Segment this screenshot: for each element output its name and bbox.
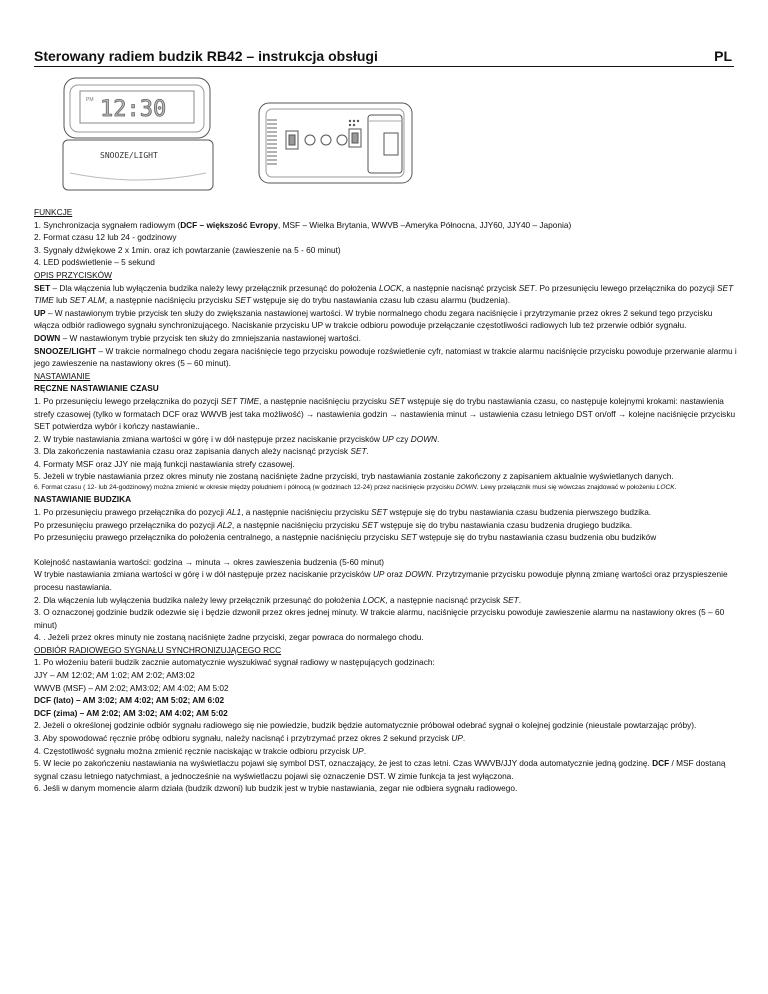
funkcje-item-3: 3. Sygnały dźwiękowe 2 x 1min. oraz ich powtarzanie (zawieszenie na 5 - 60 minut) xyxy=(34,244,341,255)
odbior-item-5: 5. W lecie po zakończeniu nastawiania na wyświetlaczu pojawi się symbol DST, oznaczający, że jest to czas letni. Czas WWVB/JJY doda automatycznie jedną godzinę. DCF / MSF dostaną sygnal czasu letniego natychmiast, a jednocześnie na wyświetlaczu pojawi się oznaczenie DST. W zimie funkcja ta jest wyłączona. xyxy=(34,758,726,781)
heading-funkcje: FUNKCJE xyxy=(34,207,73,217)
nast-item-5: 5. Jeżeli w trybie nastawiania przez okres minuty nie zostaną naciśnięte żadne przyciski, tryb nastawiania zostanie zakończony z zapisaniem aktualnie wyświetlanych danych. xyxy=(34,471,674,482)
page-header xyxy=(34,44,734,67)
budzik-item-2: 2. Dla włączenia lub wyłączenia budzika należy lewy przełącznik przesunąć do położenia LOCK, a następnie nacisnąć przycisk SET. xyxy=(34,594,522,605)
product-illustrations xyxy=(0,75,768,205)
odbior-item-4: 4. Częstotliwość sygnału można zmienić ręcznie naciskając w trakcie odbioru przycisk UP. xyxy=(34,745,367,756)
language-code: PL xyxy=(714,48,732,64)
nast-item-3: 3. Dla zakończenia nastawiania czasu oraz zapisania danych ależy nacisnąć przycisk SET. xyxy=(34,446,369,457)
odbior-dcf-zima: DCF (zima) – AM 2:02; AM 3:02; AM 4:02; AM 5:02 xyxy=(34,707,228,718)
display-digits: 12:30 xyxy=(100,97,167,122)
odbior-item-3: 3. Aby spowodować ręcznie próbę odbioru sygnału, należy nacisnąć i przytrzymać przez okres 2 sekund przycisk UP. xyxy=(34,733,466,744)
budzik-change: W trybie nastawiania zmiana wartości w górę i w dół następuje przez naciskanie przycisków UP oraz DOWN. Przytrzymanie przycisku powoduje płynną zmianę wartości oraz przyspieszenie procesu nastawiania. xyxy=(34,569,728,592)
heading-budzik: NASTAWIANIE BUDZIKA xyxy=(34,494,132,505)
arrow-icon: → xyxy=(389,408,398,419)
svg-text:PM: PM xyxy=(86,97,94,103)
heading-opis: OPIS PRZYCISKÓW xyxy=(34,269,112,280)
arrow-icon: → xyxy=(184,556,194,567)
arrow-icon: → xyxy=(468,408,478,419)
funkcje-item-4: 4. LED podświetlenie – 5 sekund xyxy=(34,257,155,268)
odbior-item-1: 1. Po włożeniu baterii budzik zacznie automatycznie wyszukiwać sygnał radiowy w następujących godzinach: xyxy=(34,657,435,668)
nast-item-2: 2. W trybie nastawiania zmiana wartości w górę i w dół następuje przez naciskanie przycisków UP czy DOWN. xyxy=(34,433,440,444)
manual-content xyxy=(34,206,738,795)
opis-up: UP – W nastawionym trybie przycisk ten służy do zwiększania nastawionej wartości. W trybie normalnego chodu zegara naciśnięcie i przytrzymanie przez okres 2 sekund tego przycisku włącza odbiór radiowego sygnału synchronizującego. Naciskanie przycisku UP w trakcie odbioru powoduje przełączanie częstotliwości radiowych lub też przerwie odbiór sygnału. xyxy=(34,307,713,331)
odbior-item-2: 2. Jeżeli o określonej godzinie odbiór sygnału radiowego się nie powiedzie, budzik będzie automatycznie próbował odebrać sygnał o kolejnej godzinie (nieustale powtarzając próby). xyxy=(34,720,697,731)
funkcje-item-1: 1. Synchronizacja sygnałem radiowym (DCF – większość Evropy, MSF – Wielka Brytania, WWVB –Ameryka Północna, JJY60, JJY40 – Japonia) xyxy=(34,219,572,230)
arrow-icon: → xyxy=(617,408,627,419)
budzik-item-both: Po przesunięciu prawego przełącznika do położenia centralnego, a następnie naciśnięciu przycisku SET wstępuje się do trybu nastawiania czasu budzenia obu budzików xyxy=(34,532,657,543)
nast-item-6: 6. Format czasu ( 12- lub 24-godzinowy) można zmienić w okresie między południem i północą (w godzinach 12-24) przez naciśnięcie przycisku DOWN. Lewy przełącznik musi się wówczas znajdować w położeniu LOCK. xyxy=(34,484,677,492)
odbior-dcf-lato: DCF (lato) – AM 3:02; AM 4:02; AM 5:02; AM 6:02 xyxy=(34,695,225,706)
subheading-reczne: RĘCZNE NASTAWIANIE CZASU xyxy=(34,383,159,394)
odbior-wwvb: WWVB (MSF) – AM 2:02; AM3:02; AM 4:02; AM 5:02 xyxy=(34,682,229,693)
opis-snooze: SNOOZE/LIGHT – W trakcie normalnego chodu zegara naciśnięcie tego przycisku powoduje rozświetlenie cyfr, natomiast w trakcie alarmu naciśnięcie przycisku powoduje przerwanie alarmu i jego zawieszenie na nastawiony okres (5 – 60 minut). xyxy=(34,345,737,369)
budzik-item-4: 4. . Jeżeli przez okres minuty nie zostaną naciśnięte żadne przyciski, zegar powraca do normalego chodu. xyxy=(34,632,424,643)
arrow-icon: → xyxy=(222,556,231,567)
budzik-item-3: 3. O oznaczonej godzinie budzik odezwie się i będzie dzwonił przez okres jednej minuty. W trakcie alarmu, naciśnięcie przycisku powoduje zawieszenie alarmu na nastawiony okres (5 – 60 minut) xyxy=(34,607,725,630)
document-title: Sterowany radiem budzik RB42 – instrukcja obsługi xyxy=(34,48,378,64)
snooze-light-label: SNOOZE/LIGHT xyxy=(100,151,158,160)
clock-front-view xyxy=(63,78,213,190)
budzik-item-al2: Po przesunięciu prawego przełącznika do pozycji AL2, a następnie naciśnięciu przycisku SET wstępuje się do trybu nastawiania czasu budzenia drugiego budzika. xyxy=(34,519,633,530)
arrow-icon: → xyxy=(306,408,315,419)
heading-nastawianie: NASTAWIANIE xyxy=(34,370,91,381)
funkcje-item-2: 2. Format czasu 12 lub 24 - godzinowy xyxy=(34,232,177,243)
opis-down: DOWN – W nastawionym trybie przycisk ten służy do zmniejszania nastawionej wartości. xyxy=(34,332,361,343)
opis-set: SET – Dla włączenia lub wyłączenia budzika należy lewy przełącznik przesunąć do położenia LOCK, a następnie nacisnąć przycisk SET. Po przesunięciu lewego przełącznika do pozycji SET TIME lub SET ALM, a następnie naciśnięciu przycisku SET wstępuje się do trybu nastawiania czasu lub czasu alarmu (budzenia). xyxy=(34,282,734,306)
budzik-item-1: 1. Po przesunięciu prawego przełącznika do pozycji AL1, a następnie naciśnięciu przycisku SET wstępuje się do trybu nastawiania czasu budzenia pierwszego budzika. xyxy=(34,506,652,517)
nast-item-4: 4. Formaty MSF oraz JJY nie mają funkcji nastawiania strefy czasowej. xyxy=(34,458,295,469)
odbior-jjy: JJY – AM 12:02; AM 1:02; AM 2:02; AM3:02 xyxy=(34,670,195,681)
heading-odbior: ODBIÓR RADIOWEGO SYGNAŁU SYNCHRONIZUJĄCEGO RCC xyxy=(34,644,282,655)
odbior-item-6: 6. Jeśli w danym momencie alarm działa (budzik dzwoni) lub budzik jest w trybie nastawiania, zegar nie odbiera sygnału radiowego. xyxy=(34,783,518,794)
budzik-order: Kolejność nastawiania wartości: godzina → minuta → okres zawieszenia budzenia (5-60 minut) xyxy=(34,556,385,567)
nast-item-1: 1. Po przesunięciu lewego przełącznika do pozycji SET TIME, a następnie naciśnięciu przycisku SET wstępuje się do trybu nastawiania czasu, co następuje kolejnymi krokami: nastawienia strefy czasowej (tylko w formatach DCF oraz WWVB jest taka możliwość) → nastawienia godzin → nastawienia minut → ustawienia czasu letniego DST on/off → kolejne naciśnięcie przycisku SET potwierdza wybór i kończy nastawianie.. xyxy=(34,395,736,432)
clock-back-view xyxy=(259,103,412,183)
